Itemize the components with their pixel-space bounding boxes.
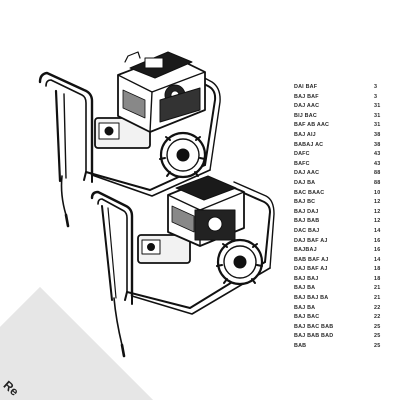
- spec-value: 31: [374, 112, 381, 119]
- spec-label: DAI BAF: [294, 84, 318, 90]
- spec-value: 25: [374, 343, 381, 350]
- spec-label: BAJ BAF: [294, 93, 319, 100]
- spec-row: [294, 93, 400, 103]
- spec-row: [294, 112, 400, 122]
- spec-label: BAJ BAC BAB: [294, 323, 334, 330]
- spec-label: BIJ BAC: [294, 112, 317, 119]
- spec-row: [294, 342, 400, 352]
- spec-row: [294, 189, 400, 199]
- spec-value: 18: [374, 275, 381, 282]
- spec-row: [294, 284, 400, 294]
- spec-value: 16: [374, 237, 381, 244]
- spec-row: [294, 323, 400, 333]
- spec-label: DAJ BAF AJ: [294, 266, 328, 273]
- spec-row: [294, 198, 400, 208]
- spec-row: [294, 150, 400, 160]
- spec-value: 22: [374, 314, 381, 321]
- spec-label: DAJ AAC: [294, 170, 320, 177]
- spec-label: DAC BAJ: [294, 227, 320, 234]
- spec-value: 25: [374, 333, 381, 340]
- spec-value: 16: [374, 247, 381, 254]
- spec-label: BAJ BAB: [294, 218, 320, 225]
- spec-label: BAJ BA: [294, 304, 316, 311]
- spec-label: DAJ AAC: [294, 103, 320, 110]
- spec-row: [294, 227, 400, 237]
- spec-label: BAJ BC: [294, 199, 316, 206]
- spec-value: 38: [374, 141, 381, 148]
- spec-label: BAB BAF AJ: [294, 256, 329, 263]
- spec-label: BAC BAAC: [294, 189, 325, 196]
- spec-row: [294, 275, 400, 285]
- spec-value: 12: [374, 208, 381, 215]
- spec-value: 88: [374, 179, 381, 186]
- spec-value: 21: [374, 285, 381, 292]
- spec-label: BABAJ AC: [294, 141, 324, 148]
- spec-row: [294, 294, 400, 304]
- spec-row: [294, 121, 400, 131]
- spec-value: 3: [374, 84, 378, 90]
- spec-row: [294, 237, 400, 247]
- spec-row: [294, 83, 400, 93]
- spec-label: DAJ BA: [294, 179, 316, 186]
- spec-label: BAJ AIJ: [294, 131, 316, 138]
- corner-tab-text: Re: [0, 378, 22, 399]
- spec-list: [294, 83, 400, 400]
- spec-row: [294, 141, 400, 151]
- spec-row: [294, 169, 400, 179]
- spec-value: 3: [374, 93, 378, 100]
- spec-value: 88: [374, 170, 381, 177]
- spec-row: [294, 131, 400, 141]
- spec-row: [294, 265, 400, 275]
- spec-label: BAJ BA: [294, 285, 316, 292]
- spec-label: BAF AB AAC: [294, 122, 330, 129]
- spec-label: BAJ BAJ BA: [294, 295, 329, 302]
- spec-row: [294, 256, 400, 266]
- spec-value: 25: [374, 323, 381, 330]
- spec-value: 43: [374, 151, 381, 158]
- spec-label: BAJ BAJ: [294, 275, 319, 282]
- spec-label: BAJ BAC: [294, 314, 320, 321]
- spec-label: BAFC: [294, 160, 310, 167]
- spec-value: 14: [374, 256, 381, 263]
- spec-row: [294, 313, 400, 323]
- spec-label: BAJ BAB BAD: [294, 333, 334, 340]
- spec-value: 12: [374, 199, 381, 206]
- spec-row: [294, 217, 400, 227]
- spec-value: 14: [374, 227, 381, 234]
- spec-label: BAJ DAJ: [294, 208, 319, 215]
- spec-label: BAB: [294, 343, 307, 350]
- spec-row: [294, 208, 400, 218]
- spec-value: 38: [374, 131, 381, 138]
- spec-label: DAFC: [294, 151, 310, 158]
- spec-row: [294, 332, 400, 342]
- spec-row: [294, 246, 400, 256]
- spec-value: 12: [374, 218, 381, 225]
- spec-row: [294, 160, 400, 170]
- spec-value: 18: [374, 266, 381, 273]
- spec-value: 31: [374, 122, 381, 129]
- spec-row: [294, 304, 400, 314]
- spec-label: DAJ BAF AJ: [294, 237, 328, 244]
- spec-value: 21: [374, 295, 381, 302]
- spec-value: 43: [374, 160, 381, 167]
- spec-value: 10: [374, 189, 381, 196]
- spec-value: 22: [374, 304, 381, 311]
- spec-label: BAJBAJ: [294, 247, 317, 254]
- spec-row: [294, 102, 400, 112]
- spec-row: [294, 179, 400, 189]
- spec-value: 31: [374, 103, 381, 110]
- bottom-pressure-washer: [92, 176, 274, 356]
